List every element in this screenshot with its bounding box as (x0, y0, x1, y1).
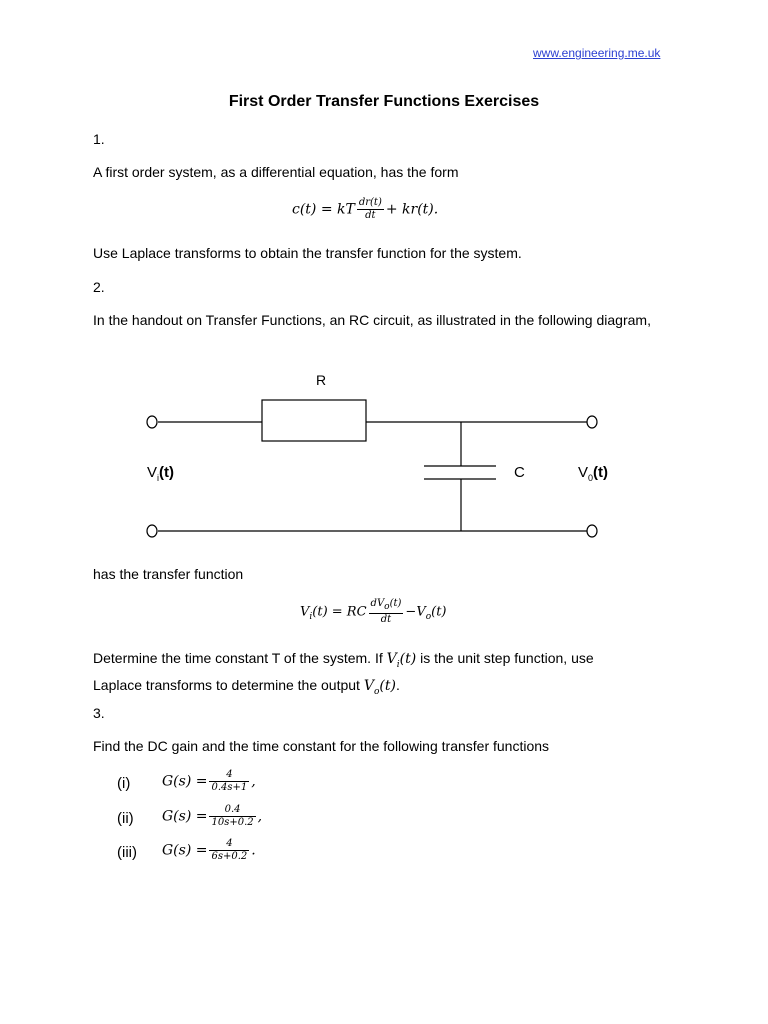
eq1-denominator: dt (365, 210, 376, 221)
question-1-task: Use Laplace transforms to obtain the transfer function for the system. (93, 245, 522, 261)
question-1-equation (292, 197, 438, 222)
eq2-fraction (369, 598, 404, 626)
q2-task-line2-sub: o (373, 686, 380, 697)
question-2-intro: In the handout on Transfer Functions, an RC circuit, as illustrated in the following diagram, (93, 312, 651, 328)
q2-task-line2-math: V (363, 677, 374, 694)
vin-subscript: i (157, 473, 160, 483)
eq2-num-tail: (t) (389, 598, 402, 609)
tf-item-2-label: (ii) (117, 810, 134, 827)
capacitor-label: C (514, 464, 525, 481)
eq2-num-sub: o (384, 602, 390, 612)
tf-item-1-end: , (251, 773, 256, 790)
vin-symbol: V (147, 464, 158, 481)
q2-task-line2-b: . (395, 676, 400, 693)
eq2-lhs-sub: i (309, 612, 313, 623)
q2-task-line1-math: V (386, 651, 397, 667)
tf-item-2-fraction (209, 804, 255, 829)
input-voltage-label (147, 464, 174, 483)
eq2-lhs: V (300, 604, 310, 620)
eq2-num-main: dV (370, 598, 385, 609)
eq1-fraction (357, 197, 384, 222)
tf-item-3-label: (iii) (117, 844, 137, 861)
tf-item-1-equation (162, 769, 256, 794)
vout-symbol: V (578, 464, 589, 481)
input-terminal-bottom (147, 525, 157, 537)
q2-task-line1-a: Determine the time constant T of the system. If (93, 650, 387, 666)
tf-item-3-lhs: G(s) = (162, 842, 208, 859)
tf-item-3-denominator: 6s+0.2 (211, 851, 248, 862)
question-2-equation (300, 598, 447, 626)
vout-subscript: 0 (588, 473, 594, 483)
question-2-number: 2. (93, 279, 105, 295)
vin-argument: (t) (159, 464, 175, 481)
eq2-rhs-tail: (t) (431, 604, 447, 620)
tf-item-2-denominator: 10s+0.2 (211, 817, 254, 828)
rc-circuit-diagram (140, 365, 620, 550)
question-1-intro: A first order system, as a differential equation, has the form (93, 164, 459, 180)
resistor-label: R (316, 372, 327, 388)
eq2-mid: (t) = RC (312, 604, 367, 620)
eq2-rhs: −V (405, 604, 426, 620)
tf-item-1-numerator: 4 (209, 769, 249, 782)
tf-item-1-fraction (209, 769, 249, 794)
question-2-after-diagram: has the transfer function (93, 566, 244, 582)
eq2-numerator (369, 598, 404, 614)
vout-argument: (t) (593, 464, 609, 481)
eq1-lhs: c(t) = kT (292, 201, 355, 218)
tf-item-2-numerator: 0.4 (209, 804, 255, 817)
question-3-number: 3. (93, 705, 105, 721)
output-terminal-bottom (587, 525, 597, 537)
eq1-rhs: + kr(t). (385, 201, 439, 218)
resistor-symbol (262, 400, 366, 441)
tf-item-1-lhs: G(s) = (162, 773, 208, 790)
q2-task-line1-b: is the unit step function, use (416, 650, 594, 666)
tf-item-2-end: , (257, 808, 263, 825)
output-terminal-top (587, 416, 597, 428)
page-title: First Order Transfer Functions Exercises (228, 93, 540, 110)
tf-item-2-equation (162, 804, 262, 829)
tf-item-3-fraction (209, 838, 249, 863)
tf-item-3-end: . (251, 842, 256, 859)
eq1-numerator: dr(t) (358, 197, 382, 208)
question-3-intro: Find the DC gain and the time constant for the following transfer functions (93, 738, 550, 754)
question-1-number: 1. (93, 131, 105, 147)
tf-item-1-label: (i) (117, 775, 131, 792)
tf-item-3-numerator: 4 (209, 838, 249, 851)
q2-task-line1-sub: i (396, 659, 400, 670)
q2-task-line2-math-tail: (t) (379, 677, 396, 694)
tf-item-1-denominator: 0.4s+1 (211, 782, 248, 793)
eq2-denominator: dt (380, 614, 392, 625)
question-2-task (93, 648, 693, 702)
tf-item-3-equation (162, 838, 256, 863)
q2-task-line1-math-tail: (t) (399, 651, 417, 667)
output-voltage-label (578, 464, 608, 483)
input-terminal-top (147, 416, 157, 428)
eq2-rhs-sub: o (425, 612, 432, 623)
engineering-site-link[interactable]: www.engineering.me.uk (533, 46, 661, 60)
tf-item-2-lhs: G(s) = (162, 808, 208, 825)
q2-task-line2-a: Laplace transforms to determine the output (93, 676, 364, 693)
